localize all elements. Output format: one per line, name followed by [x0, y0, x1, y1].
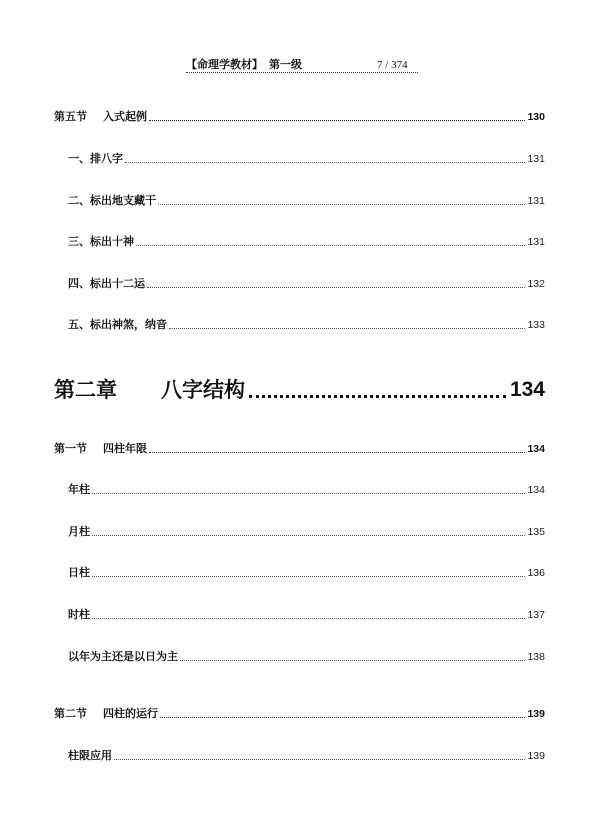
toc-dot-leader: [114, 759, 525, 760]
toc-label: [54, 377, 245, 403]
toc-dot-leader: [249, 395, 506, 398]
toc-entry-sub[interactable]: [68, 608, 545, 622]
toc-dot-leader: [149, 120, 525, 121]
toc-dot-leader: [125, 162, 525, 163]
toc-entry-sub[interactable]: [68, 318, 545, 332]
toc-label: [54, 707, 158, 721]
toc-entry-chapter-2[interactable]: [54, 377, 545, 403]
header-page-separator: /: [385, 59, 389, 71]
toc-page-number: 131: [527, 236, 545, 248]
toc-page-number: 136: [527, 567, 545, 579]
toc-label: 年柱: [68, 483, 90, 496]
toc-dot-leader: [180, 660, 525, 661]
toc-section-title: 入式起例: [103, 110, 147, 123]
toc-entry-section-2[interactable]: [54, 707, 545, 721]
toc-section-title: 四柱年限: [103, 442, 147, 455]
toc-label: 五、标出神煞，纳音: [68, 318, 167, 331]
toc-dot-leader: [169, 328, 525, 329]
toc-label: 柱限应用: [68, 749, 112, 762]
toc-section-number: 第五节: [54, 110, 87, 123]
toc-section-number: 第二节: [54, 707, 87, 720]
toc-page-number: 131: [527, 153, 545, 165]
header-underline: [186, 72, 418, 73]
toc-label: 四、标出十二运: [68, 277, 145, 290]
toc-page-number: 133: [527, 319, 545, 331]
toc-page-number: 131: [527, 195, 545, 207]
header-page-number: [377, 58, 408, 72]
toc-label: [54, 442, 147, 456]
toc-page-number: 134: [509, 378, 545, 401]
toc-dot-leader: [92, 618, 525, 619]
toc-page-number: 132: [527, 278, 545, 290]
toc-entry-section-1[interactable]: [54, 442, 545, 456]
toc-entry-sub[interactable]: [68, 650, 545, 664]
page-header: [0, 58, 599, 74]
toc-dot-leader: [136, 245, 525, 246]
toc-entry-sub[interactable]: [68, 525, 545, 539]
toc-page-number: 135: [527, 526, 545, 538]
header-book-title: 【命理学教材】: [186, 58, 263, 71]
toc-entry-sub[interactable]: [68, 566, 545, 580]
header-total-pages: 374: [391, 59, 408, 71]
toc-page-number: 134: [527, 443, 545, 455]
toc-entry-sub[interactable]: [68, 749, 545, 763]
toc-chapter-title: 八字结构: [161, 378, 245, 402]
toc-entry-section-5[interactable]: [54, 110, 545, 124]
toc-page-number: 134: [527, 484, 545, 496]
toc-chapter-number: 第二章: [54, 378, 117, 402]
toc-page-number: 137: [527, 609, 545, 621]
toc-label: 一、排八字: [68, 152, 123, 165]
toc-dot-leader: [160, 717, 525, 718]
toc-entry-sub[interactable]: [68, 152, 545, 166]
toc-section-number: 第一节: [54, 442, 87, 455]
toc-entry-sub[interactable]: [68, 483, 545, 497]
toc-label: 时柱: [68, 608, 90, 621]
toc-entry-sub[interactable]: [68, 277, 545, 291]
toc-page-number: 138: [527, 651, 545, 663]
toc-page-number: 139: [527, 750, 545, 762]
toc-dot-leader: [158, 204, 525, 205]
toc-dot-leader: [92, 535, 525, 536]
toc-label: 三、标出十神: [68, 235, 134, 248]
header-current-page: 7: [377, 59, 383, 71]
toc-entry-sub[interactable]: [68, 235, 545, 249]
toc-dot-leader: [147, 287, 525, 288]
toc-dot-leader: [149, 452, 525, 453]
toc-dot-leader: [92, 576, 525, 577]
toc-label: [54, 110, 147, 124]
toc-page-number: 139: [527, 708, 545, 720]
toc-label: 日柱: [68, 566, 90, 579]
toc-entry-sub[interactable]: [68, 194, 545, 208]
toc-section-title: 四柱的运行: [103, 707, 158, 720]
toc-label: 以年为主还是以日为主: [68, 650, 178, 663]
header-level: 第一级: [269, 58, 302, 71]
toc-label: 月柱: [68, 525, 90, 538]
toc-dot-leader: [92, 493, 525, 494]
toc-page-number: 130: [527, 111, 545, 123]
toc-label: 二、标出地支藏干: [68, 194, 156, 207]
header-title: [186, 58, 302, 72]
